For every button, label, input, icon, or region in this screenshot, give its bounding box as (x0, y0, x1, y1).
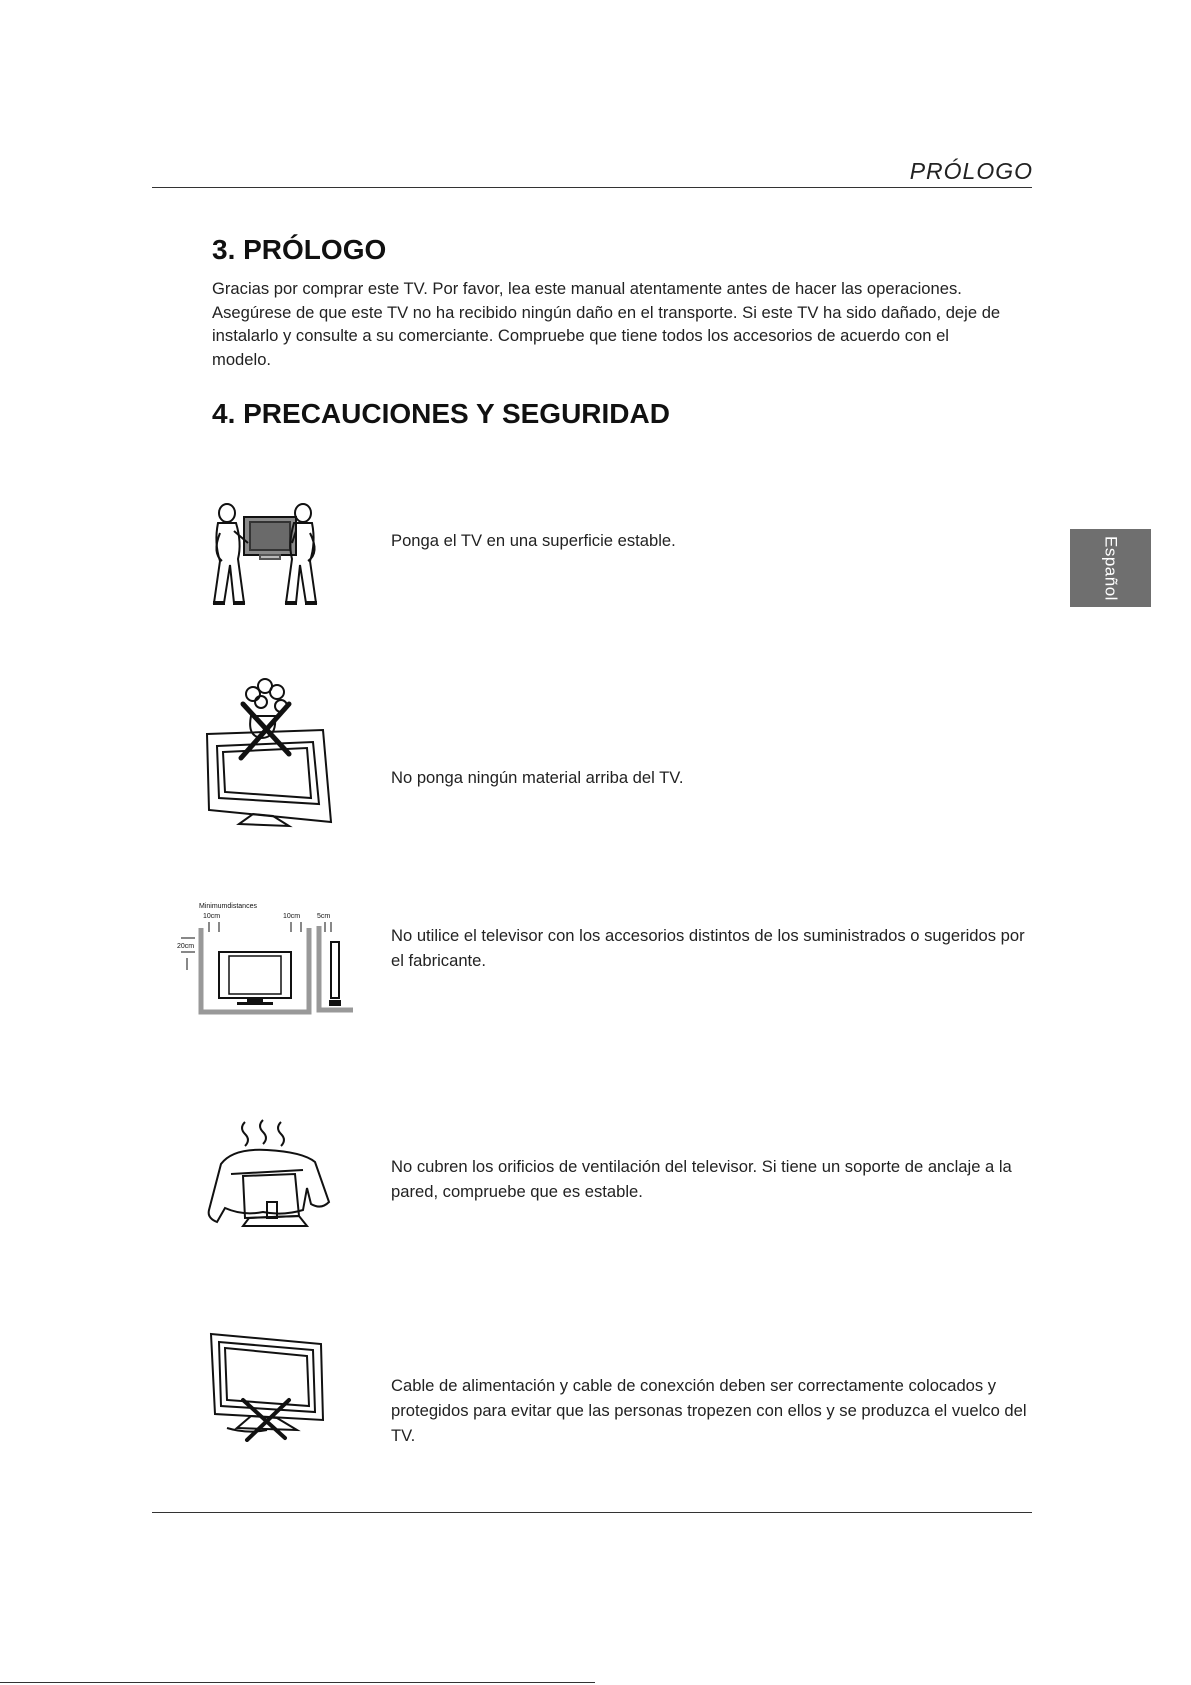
precaution-item-3: No utilice el televisor con los accesorios distintos de los suministrados o sugeridos por el fabricante. (391, 926, 1025, 970)
no-objects-on-tv-icon (203, 676, 338, 832)
page-edge-line (0, 1682, 595, 1683)
precaution-item-5: Cable de alimentación y cable de conexción deben ser correctamente colocados y protegidos para evitar que las personas tropezen con ellos y se produzca el vuelco del TV. (391, 1376, 1027, 1445)
running-title: PRÓLOGO (909, 158, 1033, 184)
diagram-distance-right: 10cm (283, 913, 301, 920)
footer-rule (152, 1512, 1032, 1513)
diagram-distance-top: 20cm (177, 943, 195, 950)
section-heading-precauciones: 4. PRECAUCIONES Y SEGURIDAD (212, 398, 670, 429)
diagram-distance-back: 5cm (317, 913, 331, 920)
language-tab (1070, 529, 1151, 607)
diagram-distance-left: 10cm (203, 913, 221, 920)
two-people-carrying-tv-icon (200, 503, 340, 608)
language-tab-label: Español (1101, 535, 1121, 601)
diagram-title-label: Minimumdistances (199, 903, 257, 910)
cable-trip-hazard-icon (207, 1330, 329, 1442)
prologo-body: Gracias por comprar este TV. Por favor, lea este manual atentamente antes de hacer las operaciones. Asegúrese de que este TV no ha recibido ningún daño en el transporte. Si este TV ha sido dañado, deje de instalarlo y consulte a su comerciante. Compruebe que tiene todos los accesorios de acuerdo con el modelo. (212, 279, 1001, 370)
section-heading-prologo: 3. PRÓLOGO (212, 234, 387, 265)
precaution-item-4: No cubren los orificios de ventilación del televisor. Si tiene un soporte de anclaje a la pared, compruebe que es estable. (391, 1157, 1012, 1201)
covered-tv-ventilation-icon (203, 1118, 335, 1228)
minimum-distances-diagram (175, 900, 355, 1015)
precaution-item-2: No ponga ningún material arriba del TV. (391, 768, 684, 787)
header-rule (152, 187, 1032, 188)
precaution-item-1: Ponga el TV en una superficie estable. (391, 531, 676, 550)
